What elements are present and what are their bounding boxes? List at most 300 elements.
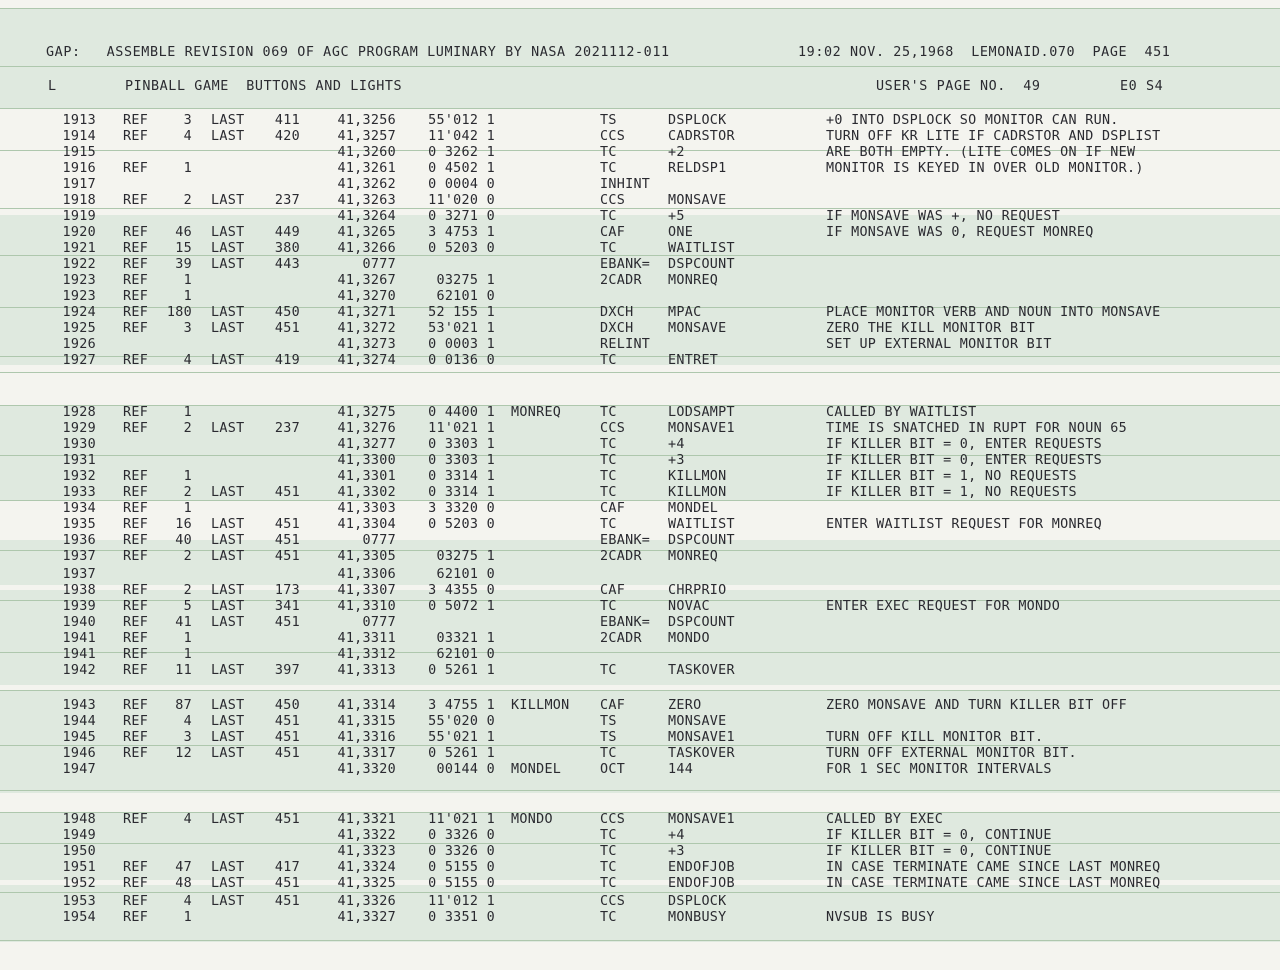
last-page: 380	[274, 241, 300, 256]
line-number: 1941	[62, 647, 96, 662]
opcode: TC	[600, 485, 617, 500]
last-page: 451	[274, 549, 300, 564]
address: 41,3311	[337, 631, 396, 646]
operand: +4	[668, 437, 685, 452]
line-number: 1940	[62, 615, 96, 630]
operand: KILLMON	[668, 469, 727, 484]
ref-marker: REF	[123, 193, 149, 208]
last-page: 451	[274, 533, 300, 548]
operand: DSPCOUNT	[668, 533, 735, 548]
line-number: 1931	[62, 453, 96, 468]
comment: TURN OFF KILL MONITOR BIT.	[826, 730, 1044, 745]
octal-code: 0 5155 0	[428, 876, 495, 891]
operand: WAITLIST	[668, 517, 735, 532]
line-number: 1919	[62, 209, 96, 224]
comment: PLACE MONITOR VERB AND NOUN INTO MONSAVE	[826, 305, 1161, 320]
ref-count: 15	[175, 241, 192, 256]
line-number: 1921	[62, 241, 96, 256]
line-number: 1952	[62, 876, 96, 891]
last-page: 451	[274, 812, 300, 827]
operand: TASKOVER	[668, 663, 735, 678]
line-number: 1945	[62, 730, 96, 745]
comment: MONITOR IS KEYED IN OVER OLD MONITOR.)	[826, 161, 1144, 176]
last-page: 450	[274, 305, 300, 320]
address: 41,3300	[337, 453, 396, 468]
ref-marker: REF	[123, 257, 149, 272]
comment: NVSUB IS BUSY	[826, 910, 935, 925]
address: 41,3321	[337, 812, 396, 827]
opcode: EBANK=	[600, 533, 651, 548]
operand: +4	[668, 828, 685, 843]
last-marker: LAST	[211, 533, 245, 548]
octal-code: 52 155 1	[428, 305, 495, 320]
line-number: 1939	[62, 599, 96, 614]
line-number: 1924	[62, 305, 96, 320]
address: 41,3265	[337, 225, 396, 240]
comment: IF MONSAVE WAS +, NO REQUEST	[826, 209, 1061, 224]
page-letter: L	[48, 79, 57, 94]
operand: MONSAVE1	[668, 812, 735, 827]
address: 41,3316	[337, 730, 396, 745]
opcode: TC	[600, 405, 617, 420]
operand: +3	[668, 453, 685, 468]
address: 41,3304	[337, 517, 396, 532]
line-number: 1922	[62, 257, 96, 272]
ref-marker: REF	[123, 910, 149, 925]
ref-marker: REF	[123, 113, 149, 128]
opcode: 2CADR	[600, 549, 642, 564]
last-page: 237	[274, 193, 300, 208]
ref-count: 1	[183, 405, 192, 420]
last-page: 417	[274, 860, 300, 875]
comment: +0 INTO DSPLOCK SO MONITOR CAN RUN.	[826, 113, 1119, 128]
ref-marker: REF	[123, 485, 149, 500]
operand: ENDOFJOB	[668, 860, 735, 875]
octal-code: 0 3326 0	[428, 828, 495, 843]
operand: MPAC	[668, 305, 702, 320]
last-marker: LAST	[211, 615, 245, 630]
operand: MONDO	[668, 631, 710, 646]
opcode: TC	[600, 746, 617, 761]
last-page: 237	[274, 421, 300, 436]
ref-marker: REF	[123, 549, 149, 564]
address: 41,3305	[337, 549, 396, 564]
operand: MONREQ	[668, 273, 719, 288]
address: 41,3266	[337, 241, 396, 256]
address: 41,3314	[337, 698, 396, 713]
octal-code: 0 5261 1	[428, 746, 495, 761]
line-number: 1923	[62, 273, 96, 288]
last-marker: LAST	[211, 129, 245, 144]
operand: ENTRET	[668, 353, 719, 368]
octal-code: 62101 0	[436, 647, 495, 662]
eo-marker: E0 S4	[1120, 79, 1164, 94]
opcode: DXCH	[600, 321, 634, 336]
operand: NOVAC	[668, 599, 710, 614]
opcode: TC	[600, 209, 617, 224]
last-page: 419	[274, 353, 300, 368]
address: 41,3324	[337, 860, 396, 875]
address: 41,3310	[337, 599, 396, 614]
line-number: 1923	[62, 289, 96, 304]
octal-code: 0 3303 1	[428, 453, 495, 468]
ref-marker: REF	[123, 517, 149, 532]
comment: IF KILLER BIT = 0, CONTINUE	[826, 828, 1052, 843]
ref-count: 3	[183, 321, 192, 336]
last-marker: LAST	[211, 113, 245, 128]
address: 41,3307	[337, 583, 396, 598]
octal-code: 0 0003 1	[428, 337, 495, 352]
ref-count: 4	[183, 353, 192, 368]
operand: MONREQ	[668, 549, 719, 564]
address: 41,3256	[337, 113, 396, 128]
opcode: TC	[600, 910, 617, 925]
operand: MONSAVE	[668, 714, 727, 729]
opcode: TC	[600, 145, 617, 160]
operand: MONSAVE1	[668, 421, 735, 436]
last-page: 397	[274, 663, 300, 678]
line-number: 1941	[62, 631, 96, 646]
ref-marker: REF	[123, 273, 149, 288]
line-number: 1938	[62, 583, 96, 598]
opcode: TC	[600, 599, 617, 614]
ref-count: 40	[175, 533, 192, 548]
last-marker: LAST	[211, 193, 245, 208]
operand: TASKOVER	[668, 746, 735, 761]
ref-marker: REF	[123, 289, 149, 304]
paper-rule	[0, 66, 1280, 67]
line-number: 1935	[62, 517, 96, 532]
operand: MONDEL	[668, 501, 719, 516]
address: 41,3317	[337, 746, 396, 761]
paper-rule	[0, 790, 1280, 791]
last-page: 451	[274, 485, 300, 500]
octal-code: 0 4400 1	[428, 405, 495, 420]
address: 41,3257	[337, 129, 396, 144]
last-page: 341	[274, 599, 300, 614]
opcode: EBANK=	[600, 257, 651, 272]
ref-marker: REF	[123, 663, 149, 678]
operand: +3	[668, 844, 685, 859]
octal-code: 0 0004 0	[428, 177, 495, 192]
opcode: TC	[600, 353, 617, 368]
address: 41,3274	[337, 353, 396, 368]
ref-marker: REF	[123, 631, 149, 646]
last-page: 451	[274, 876, 300, 891]
ref-count: 48	[175, 876, 192, 891]
ref-marker: REF	[123, 405, 149, 420]
ref-count: 11	[175, 663, 192, 678]
ref-count: 3	[183, 113, 192, 128]
line-number: 1933	[62, 485, 96, 500]
line-number: 1946	[62, 746, 96, 761]
operand: CADRSTOR	[668, 129, 735, 144]
listing-header-title: GAP: ASSEMBLE REVISION 069 OF AGC PROGRAM LUMINARY BY NASA 2021112-011	[46, 45, 670, 60]
last-marker: LAST	[211, 860, 245, 875]
last-marker: LAST	[211, 663, 245, 678]
line-number: 1916	[62, 161, 96, 176]
ref-marker: REF	[123, 860, 149, 875]
opcode: CCS	[600, 193, 626, 208]
last-marker: LAST	[211, 257, 245, 272]
opcode: TC	[600, 663, 617, 678]
ref-count: 87	[175, 698, 192, 713]
comment: IF KILLER BIT = 0, CONTINUE	[826, 844, 1052, 859]
comment: IF MONSAVE WAS 0, REQUEST MONREQ	[826, 225, 1094, 240]
line-number: 1947	[62, 762, 96, 777]
ref-marker: REF	[123, 161, 149, 176]
operand: MONSAVE1	[668, 730, 735, 745]
opcode: 2CADR	[600, 631, 642, 646]
opcode: 2CADR	[600, 273, 642, 288]
comment: TURN OFF EXTERNAL MONITOR BIT.	[826, 746, 1077, 761]
address: 41,3261	[337, 161, 396, 176]
line-number: 1937	[62, 567, 96, 582]
octal-code: 62101 0	[436, 289, 495, 304]
symbol-label: KILLMON	[511, 698, 570, 713]
opcode: OCT	[600, 762, 626, 777]
operand: DSPCOUNT	[668, 257, 735, 272]
operand: MONSAVE	[668, 321, 727, 336]
address: 41,3325	[337, 876, 396, 891]
opcode: CAF	[600, 698, 626, 713]
ref-count: 1	[183, 910, 192, 925]
address: 41,3260	[337, 145, 396, 160]
operand: DSPLOCK	[668, 113, 727, 128]
opcode: CAF	[600, 225, 626, 240]
paper-rule	[0, 940, 1280, 941]
line-number: 1915	[62, 145, 96, 160]
last-marker: LAST	[211, 894, 245, 909]
opcode: RELINT	[600, 337, 651, 352]
operand: MONSAVE	[668, 193, 727, 208]
line-number: 1954	[62, 910, 96, 925]
opcode: TC	[600, 469, 617, 484]
opcode: DXCH	[600, 305, 634, 320]
symbol-label: MONDO	[511, 812, 553, 827]
ref-marker: REF	[123, 730, 149, 745]
octal-code: 0 5203 0	[428, 517, 495, 532]
comment: ENTER WAITLIST REQUEST FOR MONREQ	[826, 517, 1102, 532]
paper-rule	[0, 690, 1280, 691]
comment: SET UP EXTERNAL MONITOR BIT	[826, 337, 1052, 352]
last-page: 173	[274, 583, 300, 598]
opcode: TC	[600, 517, 617, 532]
line-number: 1942	[62, 663, 96, 678]
octal-code: 0 0136 0	[428, 353, 495, 368]
last-marker: LAST	[211, 485, 245, 500]
octal-code: 0 5203 0	[428, 241, 495, 256]
ref-marker: REF	[123, 876, 149, 891]
address: 41,3264	[337, 209, 396, 224]
octal-code: 55'012 1	[428, 113, 495, 128]
ref-marker: REF	[123, 698, 149, 713]
paper-rule	[0, 652, 1280, 653]
comment: ARE BOTH EMPTY. (LITE COMES ON IF NEW	[826, 145, 1136, 160]
octal-code: 00144 0	[436, 762, 495, 777]
opcode: CAF	[600, 583, 626, 598]
octal-code: 3 4355 0	[428, 583, 495, 598]
opcode: TC	[600, 161, 617, 176]
octal-code: 0 5261 1	[428, 663, 495, 678]
operand: DSPCOUNT	[668, 615, 735, 630]
opcode: TS	[600, 714, 617, 729]
octal-code: 11'012 1	[428, 894, 495, 909]
ref-marker: REF	[123, 714, 149, 729]
comment: IF KILLER BIT = 1, NO REQUESTS	[826, 469, 1077, 484]
line-number: 1926	[62, 337, 96, 352]
octal-code: 3 4753 1	[428, 225, 495, 240]
opcode: TS	[600, 113, 617, 128]
ref-count: 1	[183, 631, 192, 646]
address: 0777	[362, 615, 396, 630]
address: 41,3271	[337, 305, 396, 320]
last-page: 420	[274, 129, 300, 144]
address: 0777	[362, 257, 396, 272]
last-page: 451	[274, 746, 300, 761]
ref-count: 16	[175, 517, 192, 532]
opcode: TC	[600, 437, 617, 452]
symbol-label: MONREQ	[511, 405, 562, 420]
opcode: TC	[600, 844, 617, 859]
line-number: 1925	[62, 321, 96, 336]
ref-count: 1	[183, 469, 192, 484]
last-marker: LAST	[211, 517, 245, 532]
opcode: INHINT	[600, 177, 651, 192]
address: 41,3273	[337, 337, 396, 352]
address: 41,3306	[337, 567, 396, 582]
last-page: 451	[274, 615, 300, 630]
opcode: TS	[600, 730, 617, 745]
ref-marker: REF	[123, 647, 149, 662]
line-number: 1932	[62, 469, 96, 484]
ref-count: 4	[183, 129, 192, 144]
paper-rule	[0, 108, 1280, 109]
ref-marker: REF	[123, 599, 149, 614]
comment: IN CASE TERMINATE CAME SINCE LAST MONREQ	[826, 860, 1161, 875]
ref-count: 3	[183, 730, 192, 745]
address: 41,3270	[337, 289, 396, 304]
comment: IF KILLER BIT = 0, ENTER REQUESTS	[826, 437, 1102, 452]
octal-code: 53'021 1	[428, 321, 495, 336]
ref-count: 4	[183, 812, 192, 827]
line-number: 1936	[62, 533, 96, 548]
line-number: 1928	[62, 405, 96, 420]
octal-code: 0 3262 1	[428, 145, 495, 160]
comment: IF KILLER BIT = 0, ENTER REQUESTS	[826, 453, 1102, 468]
line-number: 1920	[62, 225, 96, 240]
ref-count: 1	[183, 501, 192, 516]
address: 41,3262	[337, 177, 396, 192]
comment: CALLED BY EXEC	[826, 812, 944, 827]
address: 41,3323	[337, 844, 396, 859]
last-marker: LAST	[211, 876, 245, 891]
operand: +5	[668, 209, 685, 224]
opcode: TC	[600, 876, 617, 891]
line-number: 1949	[62, 828, 96, 843]
octal-code: 62101 0	[436, 567, 495, 582]
octal-code: 11'042 1	[428, 129, 495, 144]
line-number: 1930	[62, 437, 96, 452]
ref-marker: REF	[123, 501, 149, 516]
users-page-number: USER'S PAGE NO. 49	[876, 79, 1041, 94]
last-page: 451	[274, 730, 300, 745]
octal-code: 55'020 0	[428, 714, 495, 729]
ref-marker: REF	[123, 533, 149, 548]
last-marker: LAST	[211, 746, 245, 761]
line-number: 1918	[62, 193, 96, 208]
octal-code: 0 3314 1	[428, 469, 495, 484]
opcode: TC	[600, 828, 617, 843]
last-marker: LAST	[211, 599, 245, 614]
opcode: EBANK=	[600, 615, 651, 630]
line-number: 1934	[62, 501, 96, 516]
symbol-label: MONDEL	[511, 762, 562, 777]
ref-count: 2	[183, 421, 192, 436]
opcode: CCS	[600, 421, 626, 436]
last-marker: LAST	[211, 698, 245, 713]
address: 41,3301	[337, 469, 396, 484]
ref-count: 4	[183, 894, 192, 909]
operand: RELDSP1	[668, 161, 727, 176]
address: 41,3326	[337, 894, 396, 909]
ref-marker: REF	[123, 241, 149, 256]
comment: ENTER EXEC REQUEST FOR MONDO	[826, 599, 1061, 614]
section-title: PINBALL GAME BUTTONS AND LIGHTS	[125, 79, 403, 94]
address: 41,3302	[337, 485, 396, 500]
address: 0777	[362, 533, 396, 548]
comment: TURN OFF KR LITE IF CADRSTOR AND DSPLIST	[826, 129, 1161, 144]
comment: TIME IS SNATCHED IN RUPT FOR NOUN 65	[826, 421, 1128, 436]
operand: ONE	[668, 225, 694, 240]
line-number: 1937	[62, 549, 96, 564]
opcode: TC	[600, 241, 617, 256]
octal-code: 3 4755 1	[428, 698, 495, 713]
last-marker: LAST	[211, 305, 245, 320]
ref-marker: REF	[123, 305, 149, 320]
address: 41,3272	[337, 321, 396, 336]
comment: ZERO MONSAVE AND TURN KILLER BIT OFF	[826, 698, 1128, 713]
last-marker: LAST	[211, 353, 245, 368]
opcode: TC	[600, 453, 617, 468]
last-marker: LAST	[211, 730, 245, 745]
line-number: 1929	[62, 421, 96, 436]
last-page: 443	[274, 257, 300, 272]
address: 41,3267	[337, 273, 396, 288]
ref-marker: REF	[123, 225, 149, 240]
operand: ZERO	[668, 698, 702, 713]
last-marker: LAST	[211, 321, 245, 336]
octal-code: 55'021 1	[428, 730, 495, 745]
comment: FOR 1 SEC MONITOR INTERVALS	[826, 762, 1052, 777]
octal-code: 03275 1	[436, 273, 495, 288]
ref-count: 2	[183, 549, 192, 564]
octal-code: 0 3303 1	[428, 437, 495, 452]
operand: LODSAMPT	[668, 405, 735, 420]
octal-code: 0 4502 1	[428, 161, 495, 176]
octal-code: 11'021 1	[428, 812, 495, 827]
last-page: 451	[274, 321, 300, 336]
last-marker: LAST	[211, 225, 245, 240]
last-page: 411	[274, 113, 300, 128]
ref-count: 1	[183, 273, 192, 288]
octal-code: 3 3320 0	[428, 501, 495, 516]
paper-rule	[0, 892, 1280, 893]
ref-count: 1	[183, 289, 192, 304]
opcode: TC	[600, 860, 617, 875]
address: 41,3303	[337, 501, 396, 516]
ref-count: 180	[166, 305, 192, 320]
